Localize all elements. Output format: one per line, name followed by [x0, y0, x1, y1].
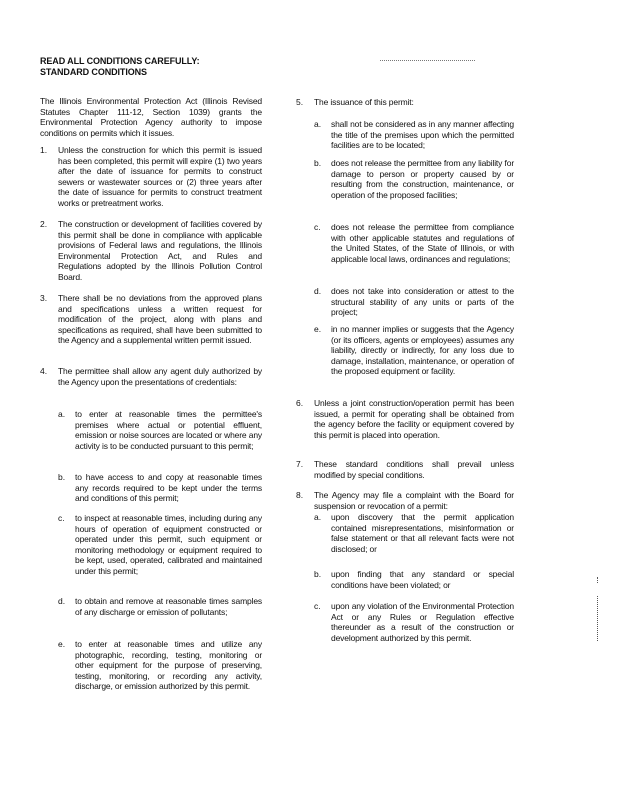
- subcondition-text: does not take into consideration or attest to the structural stability of any units or parts of the project;: [331, 286, 514, 318]
- subcondition-text: upon discovery that the permit application contained misrepresentations, misinformation or false statement or that all relevant facts were not disclosed; or: [331, 512, 514, 554]
- condition-number: 7.: [296, 459, 304, 469]
- subcondition-text: to inspect at reasonable times, including during any hours of operation of equipment constructed or operated under this permit, such equipment or monitoring methodology or equipment required to be kept, used, operated, calibrated and maintained under this permit;: [75, 513, 262, 576]
- subcondition-letter: a.: [314, 512, 322, 522]
- subcondition-text: does not release the permittee from compliance with other applicable statutes and regulations of the United States, of the State of Illinois, or with applicable local laws, ordinances and regulations;: [331, 222, 514, 264]
- condition-number: 4.: [40, 366, 48, 376]
- heading-standard-conditions: STANDARD CONDITIONS: [40, 67, 147, 77]
- subcondition-text: to enter at reasonable times and utilize any photographic, recording, testing, monitoring or other equipment for the purpose of preserving, testing, monitoring, or recording any activity, discharge, or emission authorized by this permit.: [75, 639, 262, 692]
- condition-number: 2.: [40, 219, 48, 229]
- condition-number: 1.: [40, 145, 48, 155]
- subcondition-letter: e.: [314, 324, 322, 334]
- subcondition-text: upon finding that any standard or special conditions have been violated; or: [331, 569, 514, 590]
- subcondition-letter: a.: [58, 409, 66, 419]
- subcondition-letter: d.: [314, 286, 322, 296]
- condition-text: Unless a joint construction/operation permit has been issued, a permit for operating shall be obtained from the agency before the facility or equipment covered by this permit is placed into operation.: [314, 398, 514, 440]
- condition-text: The permittee shall allow any agent duly authorized by the Agency upon the presentations of credentials:: [58, 366, 262, 387]
- condition-number: 6.: [296, 398, 304, 408]
- scan-artifact-dots: [380, 60, 475, 61]
- condition-number: 8.: [296, 490, 304, 500]
- subcondition-letter: a.: [314, 119, 322, 129]
- scan-artifact-vdots: [597, 577, 598, 583]
- condition-number: 5.: [296, 97, 304, 107]
- subcondition-letter: c.: [314, 601, 321, 611]
- condition-number: 3.: [40, 293, 48, 303]
- condition-text: These standard conditions shall prevail unless modified by special conditions.: [314, 459, 514, 480]
- subcondition-text: in no manner implies or suggests that the Agency (or its officers, agents or employees) assumes any liability, directly or indirectly, for any loss due to damage, installation, maintenance, or operation of the proposed equipment or facility.: [331, 324, 514, 377]
- subcondition-text: does not release the permittee from any liability for damage to person or property caused by or resulting from the construction, maintenance, or operation of the proposed facilities;: [331, 158, 514, 200]
- subcondition-text: to have access to and copy at reasonable times any records required to be kept under the terms and conditions of this permit;: [75, 472, 262, 504]
- subcondition-letter: b.: [58, 472, 66, 482]
- subcondition-letter: c.: [314, 222, 321, 232]
- condition-text: The construction or development of facilities covered by this permit shall be done in compliance with applicable provisions of Federal laws and regulations, the Illinois Environmental Protection Act, and Rules and Regulations adopted by the Illinois Pollution Control Board.: [58, 219, 262, 282]
- condition-text: Unless the construction for which this permit is issued has been completed, this permit will expire (1) two years after the date of issuance for permits to construct sewers or wastewater sources or (2) three years after the date of issuance for permits to construct treatment works or pretreatment works.: [58, 145, 262, 208]
- subcondition-text: upon any violation of the Environmental Protection Act or any Rules or Regulation effective thereunder as a result of the construction or development authorized by this permit.: [331, 601, 514, 643]
- subcondition-letter: d.: [58, 596, 66, 606]
- scan-artifact-vdots: [597, 596, 598, 641]
- subcondition-letter: e.: [58, 639, 66, 649]
- subcondition-letter: c.: [58, 513, 65, 523]
- subcondition-letter: b.: [314, 569, 322, 579]
- subcondition-text: to obtain and remove at reasonable times samples of any discharge or emission of pollutants;: [75, 596, 262, 617]
- heading-read-conditions: READ ALL CONDITIONS CAREFULLY:: [40, 56, 200, 66]
- condition-text: The Agency may file a complaint with the Board for suspension or revocation of a permit:: [314, 490, 514, 511]
- intro-paragraph: The Illinois Environmental Protection Act (Illinois Revised Statutes Chapter 111-12, Section 1039) grants the Environmental Protection Agency authority to impose conditions on permits which it issues.: [40, 96, 262, 138]
- condition-text: The issuance of this permit:: [314, 97, 414, 107]
- subcondition-text: to enter at reasonable times the permittee's premises where actual or potential effluent, emission or noise sources are located or where any activity is to be conducted pursuant to this permit;: [75, 409, 262, 451]
- subcondition-text: shall not be considered as in any manner affecting the title of the premises upon which the permitted facilities are to be located;: [331, 119, 514, 151]
- condition-text: There shall be no deviations from the approved plans and specifications unless a written request for modification of the project, along with plans and specifications as required, shall have been submitted to the Agency and a supplemental written permit issued.: [58, 293, 262, 346]
- subcondition-letter: b.: [314, 158, 322, 168]
